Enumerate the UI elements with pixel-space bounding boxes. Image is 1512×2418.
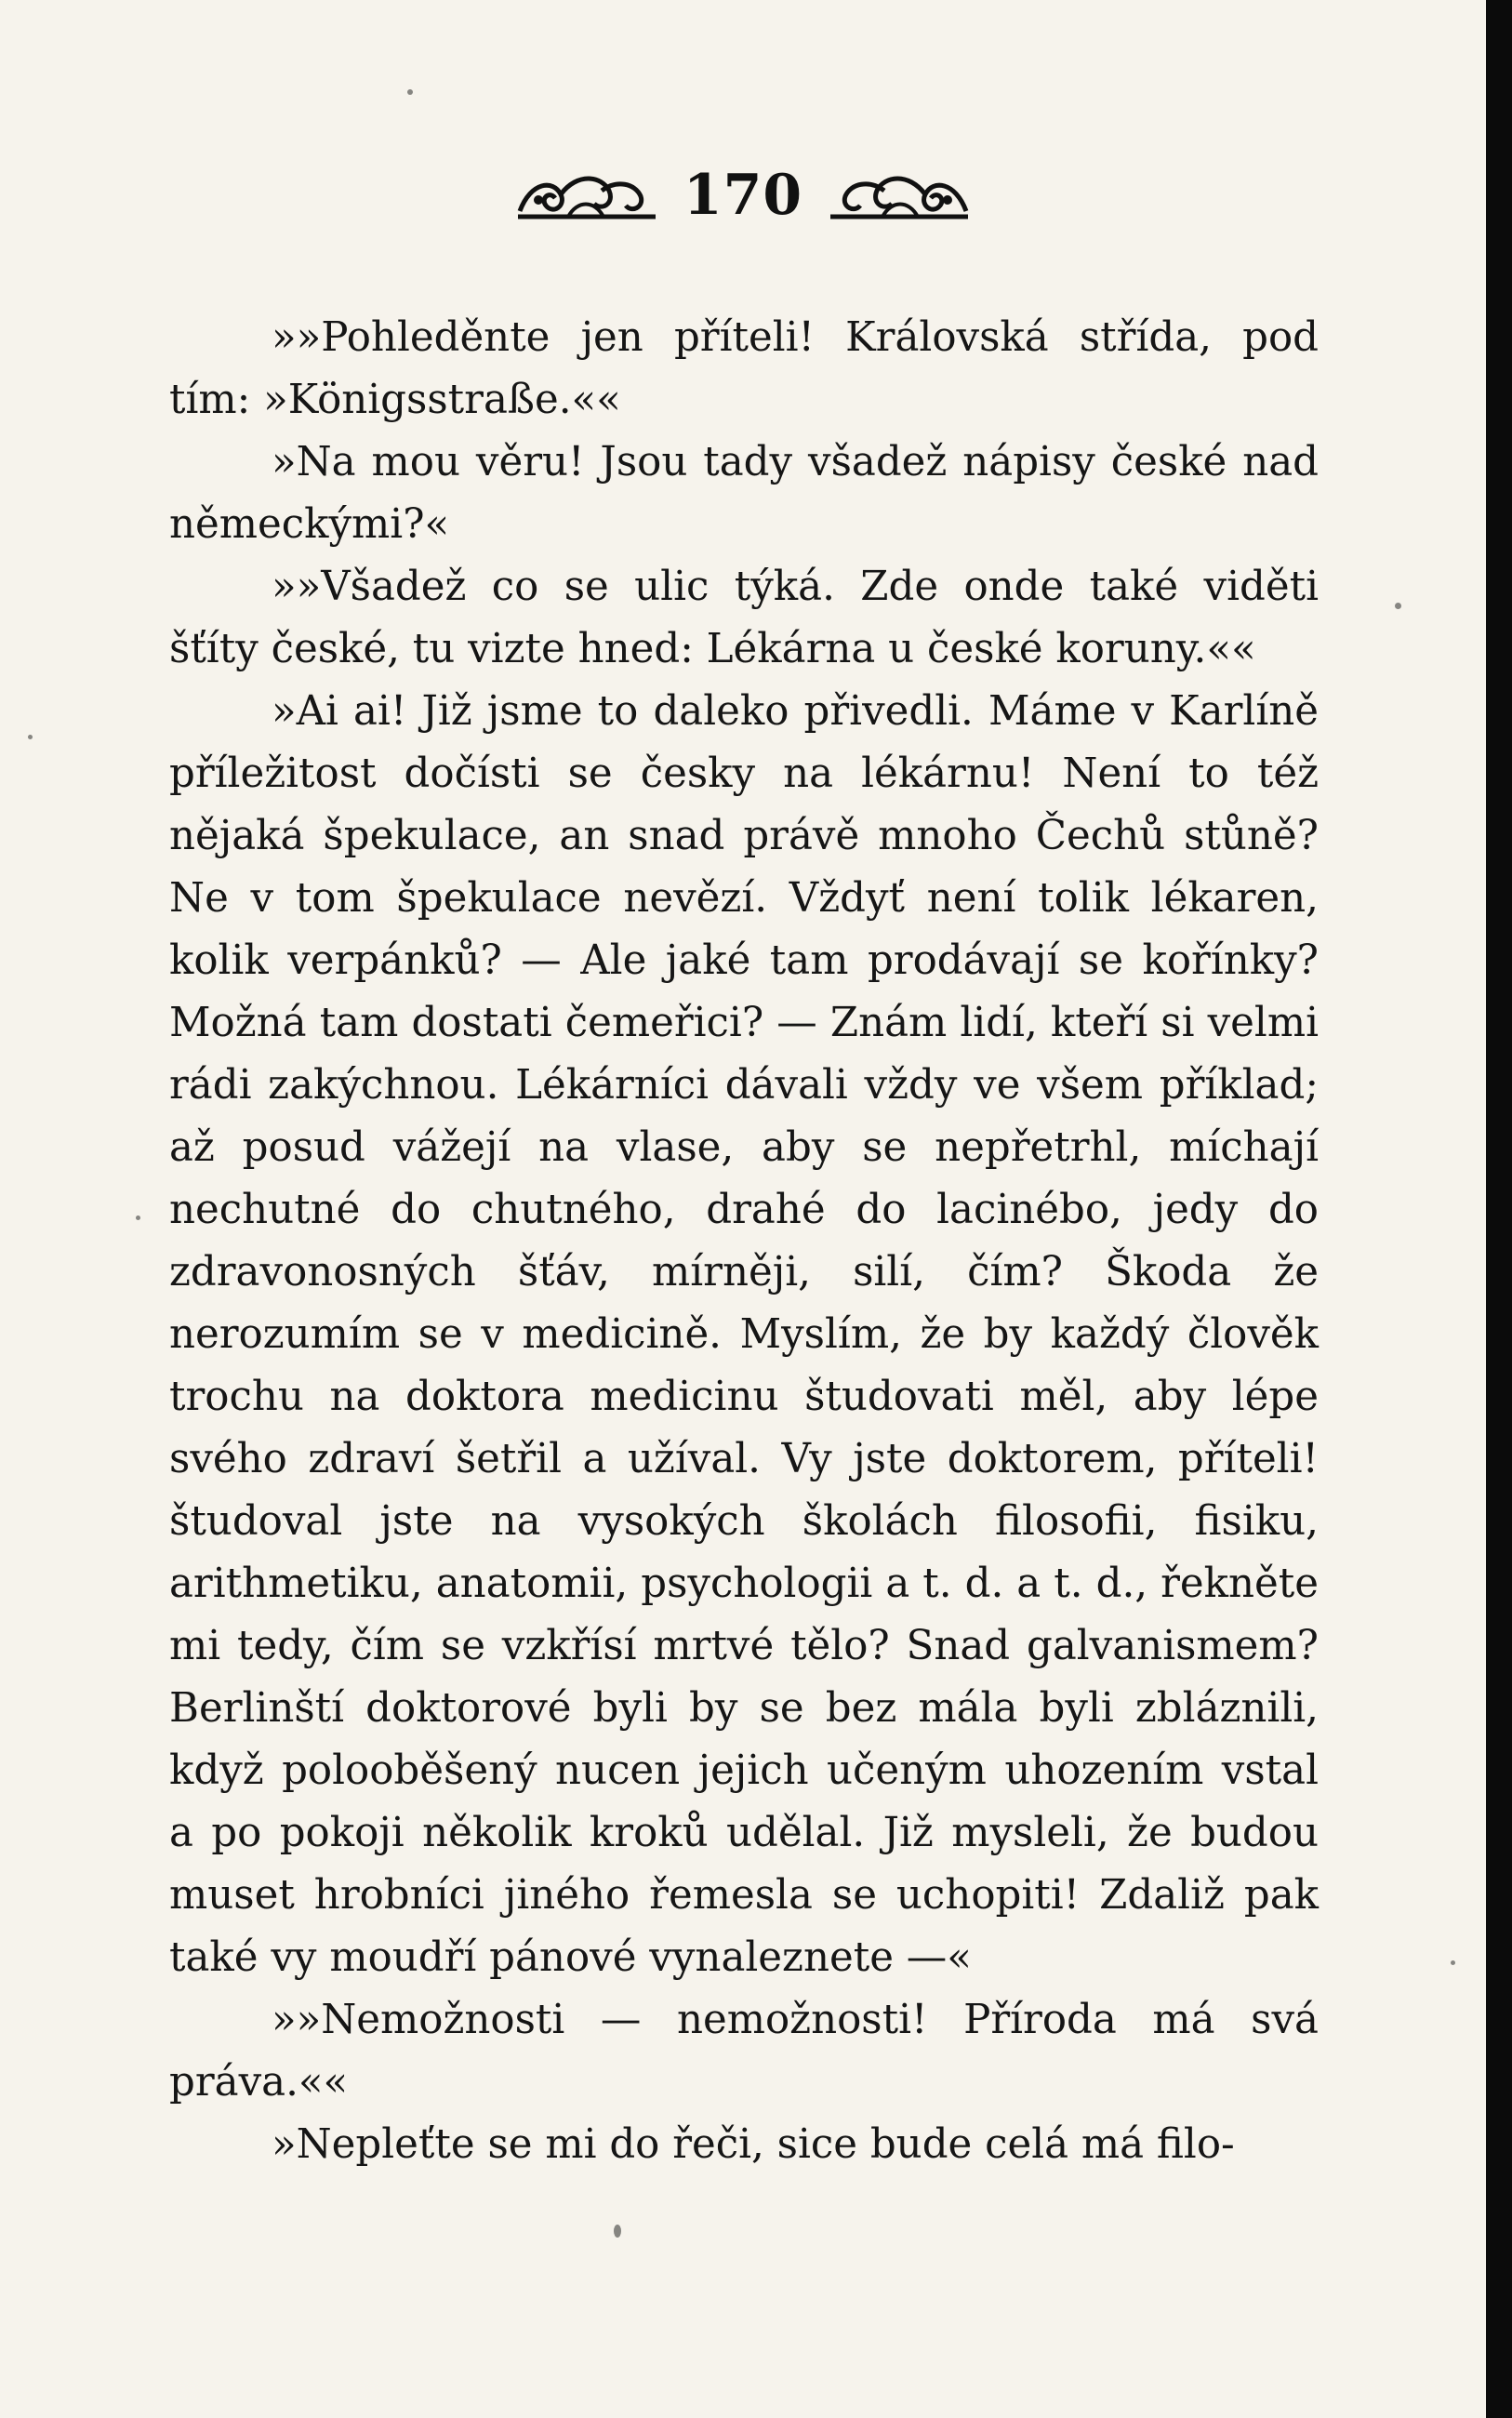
paper-speck [614,2225,621,2238]
paper-speck [407,89,413,95]
page-edge [1486,0,1512,2418]
paper-speck [136,1216,140,1220]
paper-speck [1395,603,1401,609]
page-body [169,307,1319,2176]
ornament-left-icon [512,163,661,228]
page-header [0,140,1486,251]
paragraph-1: »»Pohleděnte jen příteli! Královská střída, pod tím: »Königsstraße.«« [169,314,1319,423]
ornament-right-icon [825,163,974,228]
paragraph-3: »»Všadež co se ulic týká. Zde onde také viděti šťíty české, tu vizte hned: Lékárna u české koruny.«« [169,564,1319,672]
paper-speck [1451,1960,1455,1965]
paragraph-4: »Ai ai! Již jsme to daleko přivedli. Máme v Karlíně příležitost dočísti se česky na lékárnu! Není to též nějaká špekulace, an snad právě mnoho Čechů stůně? Ne v tom špekulace nevězí. Vždyť není tolik lékaren, kolik verpánků? — Ale jaké tam prodávají se kořínky? Možná tam dostati čemeřici? — Znám lidí, kteří si velmi rádi zakýchnou. Lékárníci dávali vždy ve všem příklad; až posud vážejí na vlase, aby se nepřetrhl, míchají nechutné do chutného, drahé do lacinébo, jedy do zdravonosných šťáv, mírněji, silí, čím? Škoda že nerozumím se v medicině. Myslím, že by každý člověk trochu na doktora medicinu študovati měl, aby lépe svého zdraví šetřil a užíval. Vy jste doktorem, příteli! študoval jste na vysokých školách filosofii, fisiku, arithmetiku, anatomii, psychologii a t. d. a t. d., řekněte mi tedy, čím se vzkřísí mrtvé tělo? Snad galvanismem? Berlinští doktorové byli by se bez mála byli zbláznili, když polooběšený nucen jejich učeným uhozením vstal a po pokoji několik kroků udělal. Již mysleli, že budou muset hrobníci jiného řemesla se uchopiti! Zdaliž pak také vy moudří pánové vynaleznete —« [169,688,1319,1981]
page-number: 170 [683,163,803,228]
paper-speck [28,735,33,739]
paragraph-2: »Na mou věru! Jsou tady všadež nápisy české nad německými?« [169,439,1319,548]
paragraph-6: »Nepleťte se mi do řeči, sice bude celá má filo- [272,2121,1235,2168]
paragraph-5: »»Nemožnosti — nemožnosti! Příroda má svá práva.«« [169,1997,1319,2106]
